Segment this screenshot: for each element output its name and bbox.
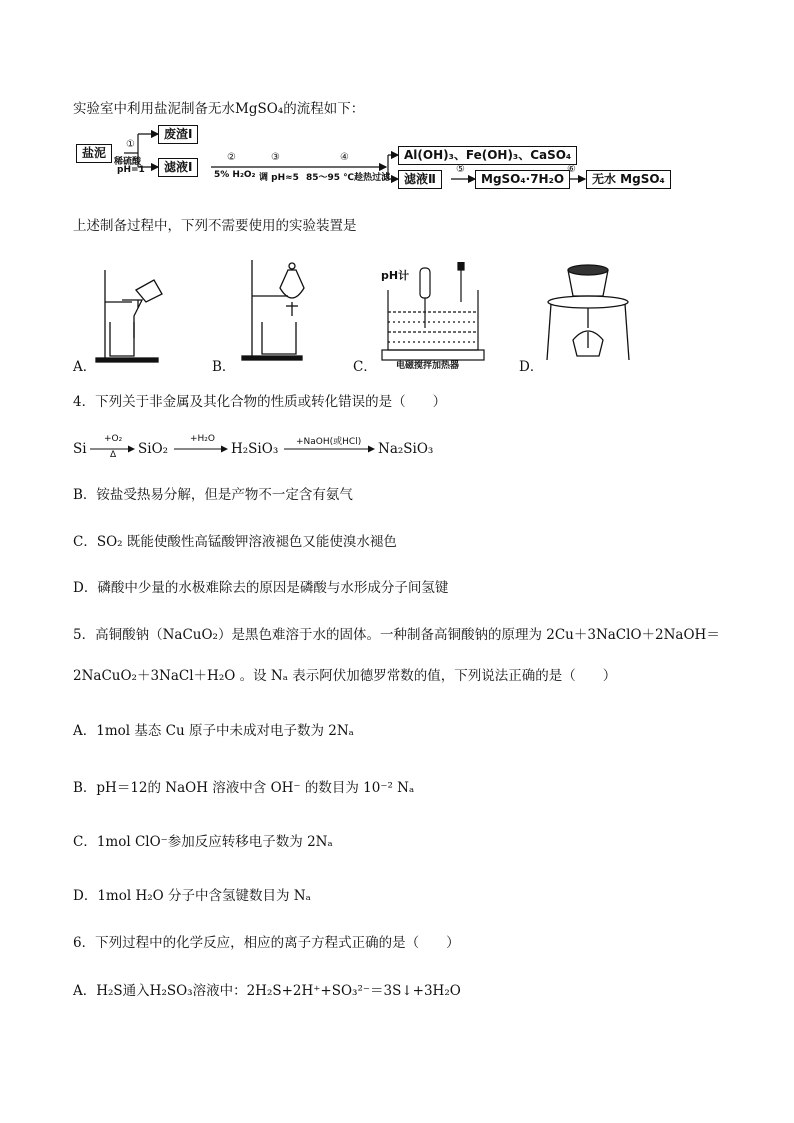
chain-na2sio3: Na₂SiO₃ bbox=[378, 441, 434, 457]
ph-meter-label: pH计 bbox=[381, 269, 410, 282]
stirrer-label: 电磁搅拌加热器 bbox=[396, 361, 460, 371]
q5-option-c: C．1mol ClO⁻参加反应转移电子数为 2Nₐ bbox=[73, 834, 333, 850]
q5-stem-line1: 5．高铜酸钠（NaCuO₂）是黑色难溶于水的固体。一种制备高铜酸钠的原理为 2Cu＋3NaClO＋2NaOH＝ bbox=[73, 627, 720, 643]
q4-stem: 4．下列关于非金属及其化合物的性质或转化错误的是（ ） bbox=[73, 394, 447, 410]
option-b-label: B． bbox=[212, 359, 236, 375]
q4-option-c: C．SO₂ 既能使酸性高锰酸钾溶液褪色又能使溴水褪色 bbox=[73, 534, 397, 550]
intro-text: 实验室中利用盐泥制备无水MgSO₄的流程如下： bbox=[73, 101, 365, 117]
flow-hydrate-box: MgSO₄·7H₂O bbox=[475, 170, 570, 189]
question-stem: 上述制备过程中，下列不需要使用的实验装置是 bbox=[73, 218, 357, 234]
flow-step1-reagent: 稀硫酸 bbox=[114, 157, 142, 167]
flow-step3-text: 调 pH≈5 bbox=[259, 173, 299, 183]
flow-step5-marker: ⑤ bbox=[456, 164, 465, 175]
chain-sio2: SiO₂ bbox=[138, 441, 169, 457]
q5-stem-line2: 2NaCuO₂＋3NaCl＋H₂O 。设 Nₐ 表示阿伏加德罗常数的值，下列说法正确的是（ ） bbox=[73, 668, 617, 684]
flow-step2-marker: ② bbox=[227, 152, 236, 163]
filtration-apparatus-image bbox=[92, 262, 172, 366]
flow-precipitate-box: Al(OH)₃、Fe(OH)₃、CaSO₄ bbox=[398, 146, 577, 165]
separatory-funnel-image bbox=[236, 256, 316, 366]
q6-option-a: A．H₂S通入H₂SO₃溶液中：2H₂S+2H⁺+SO₃²⁻＝3S↓+3H₂O bbox=[73, 983, 461, 999]
chain-si: Si bbox=[73, 441, 87, 457]
flow-product-box: 无水 MgSO₄ bbox=[586, 170, 671, 189]
q4-option-b: B．铵盐受热易分解，但是产物不一定含有氨气 bbox=[73, 487, 353, 503]
q6-stem: 6．下列过程中的化学反应，相应的离子方程式正确的是（ ） bbox=[73, 935, 460, 951]
flow-start-box: 盐泥 bbox=[76, 144, 112, 163]
flow-step1-marker: ① bbox=[126, 139, 135, 150]
chain-cond1-top: +O₂ bbox=[104, 434, 123, 444]
flow-residue-box: 废渣Ⅰ bbox=[158, 125, 198, 144]
option-c-label: C． bbox=[353, 359, 377, 375]
q5-option-b: B．pH＝12的 NaOH 溶液中含 OH⁻ 的数目为 10⁻² Nₐ bbox=[73, 780, 415, 796]
option-d-label: D． bbox=[519, 359, 544, 375]
flow-filtrate1-box: 滤液Ⅰ bbox=[158, 158, 198, 177]
chain-h2sio3: H₂SiO₃ bbox=[231, 441, 279, 457]
flow-step2-text: 5% H₂O₂ bbox=[214, 170, 256, 180]
chain-cond1-bottom: Δ bbox=[110, 450, 117, 460]
flow-filtrate2-box: 滤液Ⅱ bbox=[398, 170, 442, 189]
q4-option-d: D．磷酸中少量的水极难除去的原因是磷酸与水形成分子间氢键 bbox=[73, 580, 449, 596]
crucible-tripod-image bbox=[543, 258, 633, 366]
flow-step4-marker: ④ bbox=[340, 152, 349, 163]
chain-cond2-top: +H₂O bbox=[190, 434, 216, 444]
chain-cond3-top: +NaOH(或HCl) bbox=[296, 437, 362, 447]
flow-step1-ph: pH=1 bbox=[117, 165, 145, 175]
option-a-label: A． bbox=[73, 359, 97, 375]
q5-option-d: D．1mol H₂O 分子中含氢键数目为 Nₐ bbox=[73, 888, 311, 904]
flow-step6-marker: ⑥ bbox=[567, 164, 576, 175]
flow-step4-text: 85～95 ℃趁热过滤 bbox=[306, 173, 391, 183]
flow-step3-marker: ③ bbox=[271, 152, 280, 163]
q5-option-a: A．1mol 基态 Cu 原子中未成对电子数为 2Nₐ bbox=[73, 723, 354, 739]
